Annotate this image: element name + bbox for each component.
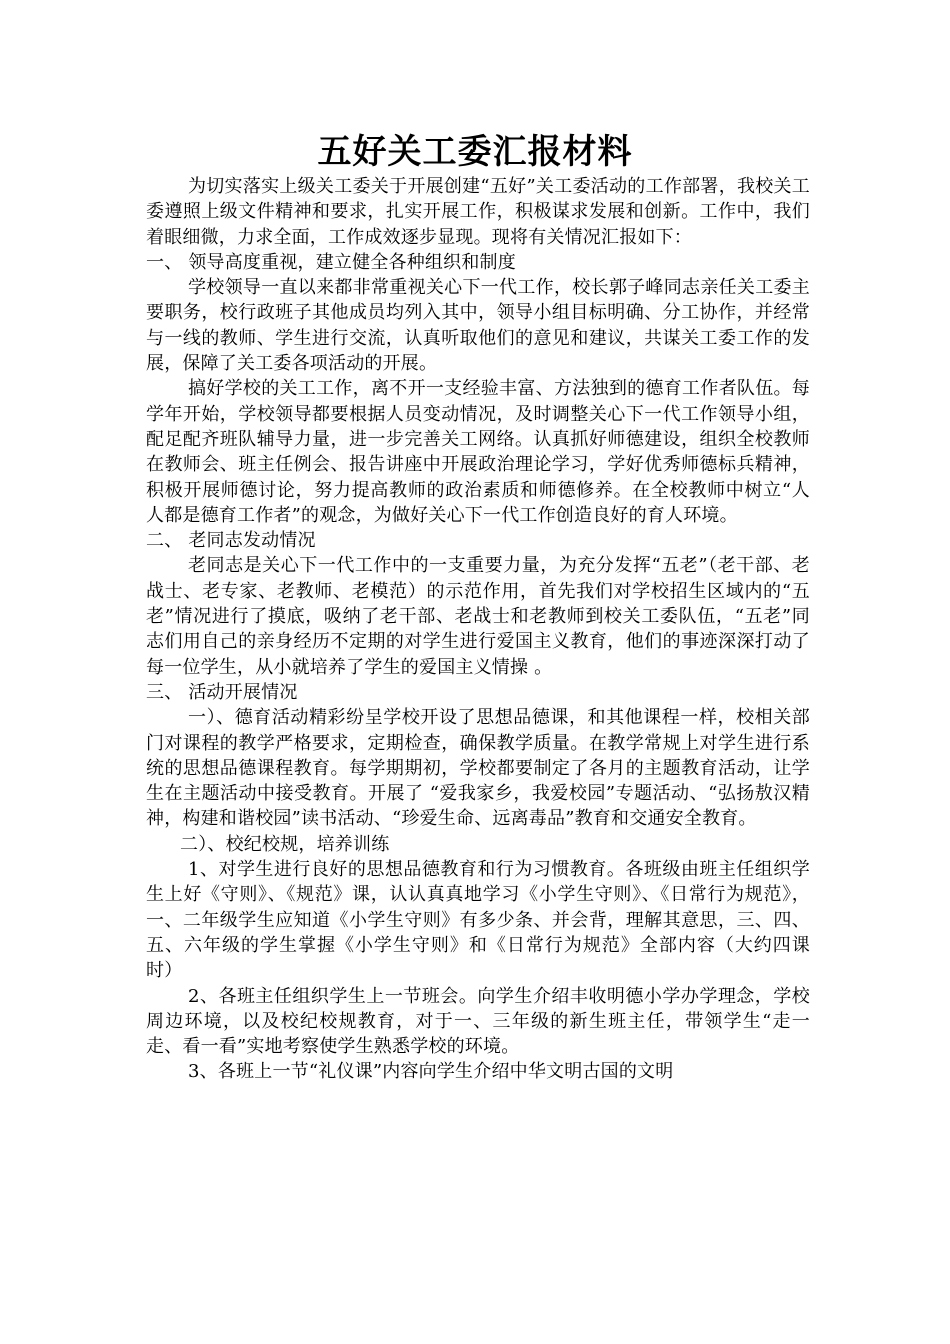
document-body [146, 174, 810, 1085]
section-heading-2: 二、 老同志发动情况 [146, 530, 316, 552]
paragraph: 学校领导一直以来都非常重视关心下一代工作，校长郭子峰同志亲任关工委主要职务，校行政班子其他成员均列入其中，领导小组目标明确、分工协作，并经常与一线的教师、学生进行交流，认真听取他们的意见和建议，共谋关工委工作的发展，保障了关工委各项活动的开展。 [146, 277, 810, 375]
paragraph: 2、各班主任组织学生上一节班会。向学生介绍丰收明德小学办学理念，学校周边环境，以及校纪校规教育，对于一、三年级的新生班主任，带领学生“走一走、看一看”实地考察使学生熟悉学校的环境。 [146, 985, 810, 1058]
paragraph: 3、各班上一节“礼仪课”内容向学生介绍中华文明古国的文明 [188, 1061, 674, 1083]
document-title: 五好关工委汇报材料 [317, 132, 633, 172]
subheading: 二）、校纪校规，培养训练 [180, 833, 390, 855]
paragraph: 老同志是关心下一代工作中的一支重要力量，为充分发挥“五老”（老干部、老战士、老专家、老教师、老模范）的示范作用，首先我们对学校招生区域内的“五老”情况进行了摸底，吸纳了老干部、老战士和老教师到校关工委队伍，“五老”同志们用自己的亲身经历不定期的对学生进行爱国主义教育，他们的事迹深深打动了每一位学生，从小就培养了学生的爱国主义情操 。 [146, 555, 810, 678]
section-heading-3: 三、 活动开展情况 [146, 681, 298, 703]
intro-paragraph: 为切实落实上级关工委关于开展创建“五好”关工委活动的工作部署，我校关工委遵照上级文件精神和要求，扎实开展工作，积极谋求发展和创新。工作中，我们着眼细微，力求全面，工作成效逐步显现。现将有关情况汇报如下： [146, 176, 810, 248]
section-heading-1: 一、 领导高度重视，建立健全各种组织和制度 [146, 251, 516, 273]
paragraph: 搞好学校的关工工作，离不开一支经验丰富、方法独到的德育工作者队伍。每学年开始，学校领导都要根据人员变动情况，及时调整关心下一代工作领导小组，配足配齐班队辅导力量，进一步完善关工网络。认真抓好师德建设，组织全校教师在教师会、班主任例会、报告讲座中开展政治理论学习，学好优秀师德标兵精神，积极开展师德讨论，努力提高教师的政治素质和师德修养。在全校教师中树立“人人都是德育工作者”的观念，为做好关心下一代工作创造良好的育人环境。 [146, 378, 810, 526]
paragraph: 1、对学生进行良好的思想品德教育和行为习惯教育。各班级由班主任组织学生上好《守则》、《规范》课，认认真真地学习《小学生守则》、《日常行为规范》，一、二年级学生应知道《小学生守则》有多少条、并会背，理解其意思，三、四、五、六年级的学生掌握《小学生守则》和《日常行为规范》全部内容（大约四课时） [146, 859, 810, 982]
paragraph: 一）、德育活动精彩纷呈学校开设了思想品德课，和其他课程一样，校相关部门对课程的教学严格要求，定期检查，确保教学质量。在教学常规上对学生进行系统的思想品德课程教育。每学期期初，学校都要制定了各月的主题教育活动，让学生在主题活动中接受教育。开展了 “爱我家乡，我爱校园”专题活动、“弘扬敖汉精神，构建和谐校园”读书活动、“珍爱生命、远离毒品”教育和交通安全教育。 [146, 707, 810, 830]
